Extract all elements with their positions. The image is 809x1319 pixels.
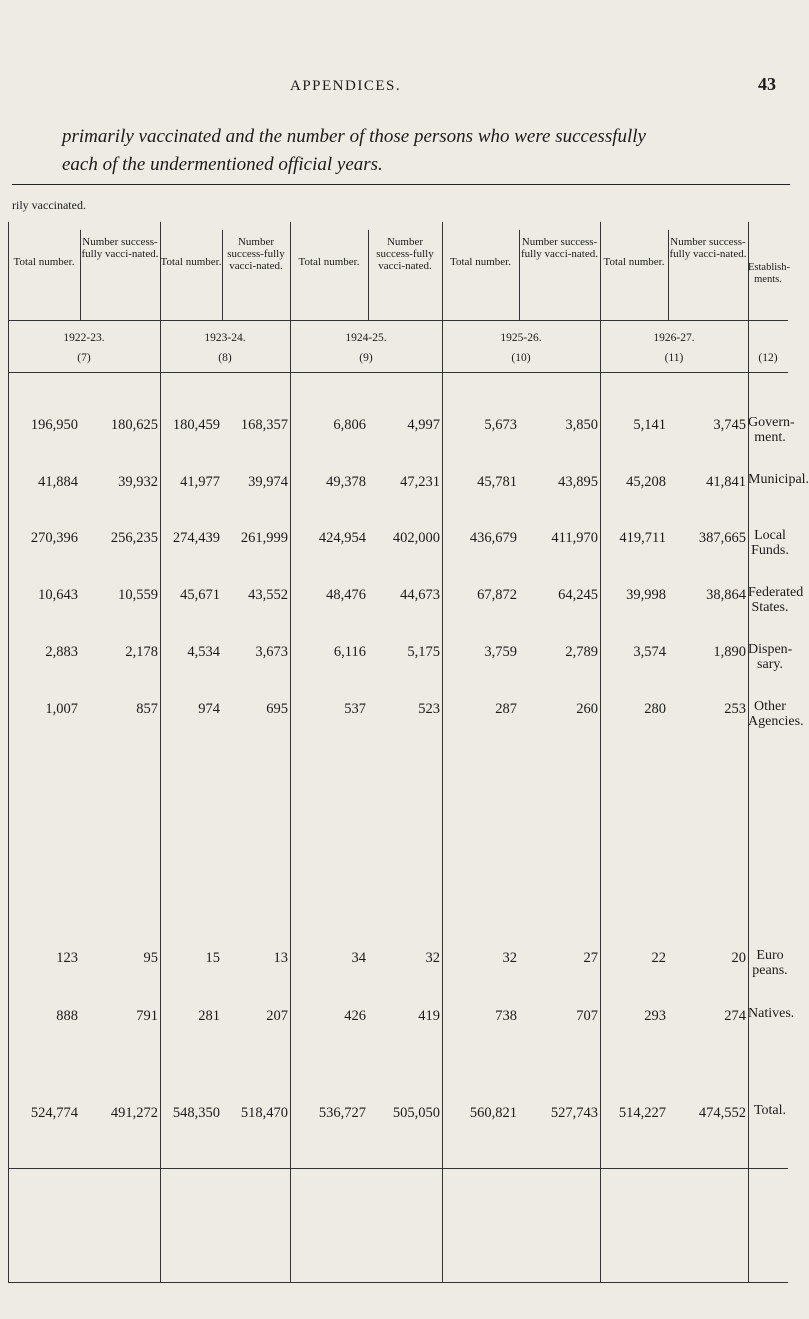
year-label: 1923-24.	[204, 332, 246, 344]
table-cell: 48,476	[326, 587, 366, 603]
table-cell: 4,997	[407, 417, 440, 433]
table-cell: 474,552	[698, 1105, 746, 1121]
table-cell: 411,970	[551, 530, 598, 546]
column-number: (10)	[511, 352, 531, 364]
bottom-rule	[8, 1282, 788, 1283]
success-vaccinated-header: Number success-fully vacci-nated.	[227, 236, 285, 272]
success-vaccinated-header: Number success-fully vacci-nated.	[81, 236, 159, 260]
year-label: 1924-25.	[345, 332, 387, 344]
row-label: Municipal.	[748, 472, 809, 487]
sub-caption: rily vaccinated.	[12, 198, 86, 212]
table-cell: 49,378	[326, 474, 366, 490]
table-cell: 524,774	[30, 1105, 78, 1121]
table-cell: 20	[731, 950, 746, 966]
body-rule	[290, 320, 291, 1282]
year-rule	[8, 372, 788, 373]
table-cell: 39,932	[118, 474, 158, 490]
column-number: (9)	[359, 352, 373, 364]
table-cell: 293	[644, 1008, 666, 1024]
table-cell: 426	[344, 1008, 366, 1024]
table-cell: 47,231	[400, 474, 440, 490]
establishments-header: Establish-ments.	[748, 262, 790, 285]
year-label: 1922-23.	[63, 332, 105, 344]
table-cell: 64,245	[558, 587, 598, 603]
table-cell: 207	[266, 1008, 288, 1024]
table-cell: 791	[136, 1008, 158, 1024]
table-cell: 1,890	[713, 644, 746, 660]
table-cell: 38,864	[706, 587, 746, 603]
table-cell: 5,175	[407, 644, 440, 660]
table-cell: 45,671	[180, 587, 220, 603]
page-header	[0, 74, 800, 108]
table-cell: 527,743	[550, 1105, 598, 1121]
table-cell: 168,357	[240, 417, 288, 433]
table-cell: 436,679	[469, 530, 517, 546]
body-rule	[748, 320, 749, 1282]
table-cell: 281	[198, 1008, 220, 1024]
total-number-header: Total number.	[603, 256, 665, 268]
table-cell: 424,954	[318, 530, 366, 546]
column-rule	[8, 222, 9, 1282]
total-rule	[8, 1168, 788, 1169]
table-cell: 548,350	[172, 1105, 220, 1121]
table-cell: 32	[502, 950, 517, 966]
table-cell: 41,884	[38, 474, 78, 490]
row-label: Dispen-sary.	[748, 642, 793, 672]
table-cell: 45,208	[626, 474, 666, 490]
table-cell: 695	[266, 701, 288, 717]
column-number: (8)	[218, 352, 232, 364]
success-vaccinated-header: Number success-fully vacci-nated.	[376, 236, 434, 272]
success-vaccinated-header: Number success-fully vacci-nated.	[521, 236, 598, 260]
table-cell: 180,459	[172, 417, 220, 433]
table-cell: 3,850	[565, 417, 598, 433]
table-cell: 67,872	[477, 587, 517, 603]
table-cell: 274	[724, 1008, 746, 1024]
table-cell: 15	[205, 950, 220, 966]
table-cell: 10,643	[38, 587, 78, 603]
table-cell: 402,000	[392, 530, 440, 546]
body-rule	[600, 320, 601, 1282]
table-cell: 270,396	[30, 530, 78, 546]
table-cell: 419	[418, 1008, 440, 1024]
table-cell: 6,116	[333, 644, 366, 660]
page-number: 43	[758, 74, 776, 94]
top-rule	[12, 184, 790, 185]
table-cell: 707	[576, 1008, 598, 1024]
total-number-header: Total number.	[298, 256, 360, 268]
table-cell: 253	[724, 701, 746, 717]
table-cell: 2,789	[565, 644, 598, 660]
table-cell: 1,007	[45, 701, 78, 717]
table-cell: 43,552	[248, 587, 288, 603]
table-cell: 41,841	[706, 474, 746, 490]
table-cell: 2,178	[125, 644, 158, 660]
table-cell: 518,470	[240, 1105, 288, 1121]
table-cell: 5,141	[633, 417, 666, 433]
table-cell: 387,665	[698, 530, 746, 546]
header-rule	[8, 320, 788, 321]
table-cell: 491,272	[110, 1105, 158, 1121]
table-cell: 419,711	[619, 530, 666, 546]
total-number-header: Total number.	[13, 256, 75, 268]
table-cell: 3,759	[484, 644, 517, 660]
row-label: Local Funds.	[751, 528, 789, 558]
table-cell: 44,673	[400, 587, 440, 603]
table-cell: 523	[418, 701, 440, 717]
table-cell: 10,559	[118, 587, 158, 603]
row-label: Other Agencies.	[748, 699, 804, 729]
body-rule	[160, 320, 161, 1282]
table-cell: 274,439	[172, 530, 220, 546]
total-number-header: Total number.	[160, 256, 222, 268]
year-label: 1926-27.	[653, 332, 695, 344]
table-cell: 3,673	[255, 644, 288, 660]
table-cell: 261,999	[240, 530, 288, 546]
table-cell: 32	[425, 950, 440, 966]
table-cell: 505,050	[392, 1105, 440, 1121]
table-cell: 41,977	[180, 474, 220, 490]
table-cell: 6,806	[333, 417, 366, 433]
table-cell: 180,625	[110, 417, 158, 433]
vaccination-table	[8, 222, 809, 1282]
table-cell: 95	[143, 950, 158, 966]
row-label: Euro peans.	[752, 948, 788, 978]
table-cell: 27	[583, 950, 598, 966]
year-label: 1925-26.	[500, 332, 542, 344]
row-label: Total.	[753, 1103, 787, 1118]
column-number: (11)	[664, 352, 684, 364]
table-cell: 43,895	[558, 474, 598, 490]
table-cell: 45,781	[477, 474, 517, 490]
table-cell: 888	[56, 1008, 78, 1024]
table-cell: 22	[651, 950, 666, 966]
table-cell: 5,673	[484, 417, 517, 433]
caption-line-2: each of the undermentioned official years.	[62, 154, 383, 175]
column-number: (7)	[77, 352, 91, 364]
table-cell: 738	[495, 1008, 517, 1024]
table-cell: 13	[273, 950, 288, 966]
table-cell: 3,745	[713, 417, 746, 433]
table-cell: 39,998	[626, 587, 666, 603]
table-cell: 2,883	[45, 644, 78, 660]
running-title: APPENDICES.	[290, 78, 402, 94]
table-cell: 536,727	[318, 1105, 366, 1121]
table-cell: 123	[56, 950, 78, 966]
table-cell: 3,574	[633, 644, 666, 660]
table-cell: 974	[198, 701, 220, 717]
success-vaccinated-header: Number success-fully vacci-nated.	[669, 236, 747, 260]
column-number: (12)	[758, 352, 778, 364]
row-label: Federated States.	[748, 585, 804, 615]
table-cell: 39,974	[248, 474, 288, 490]
table-cell: 256,235	[110, 530, 158, 546]
table-cell: 34	[351, 950, 366, 966]
total-number-header: Total number.	[450, 256, 511, 268]
table-cell: 514,227	[618, 1105, 666, 1121]
table-cell: 287	[495, 701, 517, 717]
table-cell: 537	[344, 701, 366, 717]
row-label: Natives.	[748, 1006, 795, 1021]
table-cell: 560,821	[469, 1105, 517, 1121]
table-cell: 280	[644, 701, 666, 717]
table-cell: 260	[576, 701, 598, 717]
table-cell: 196,950	[30, 417, 78, 433]
table-cell: 857	[136, 701, 158, 717]
row-label: Govern-ment.	[748, 415, 795, 445]
caption-line-1: primarily vaccinated and the number of those persons who were successfully	[62, 126, 646, 147]
table-cell: 4,534	[187, 644, 220, 660]
body-rule	[442, 320, 443, 1282]
